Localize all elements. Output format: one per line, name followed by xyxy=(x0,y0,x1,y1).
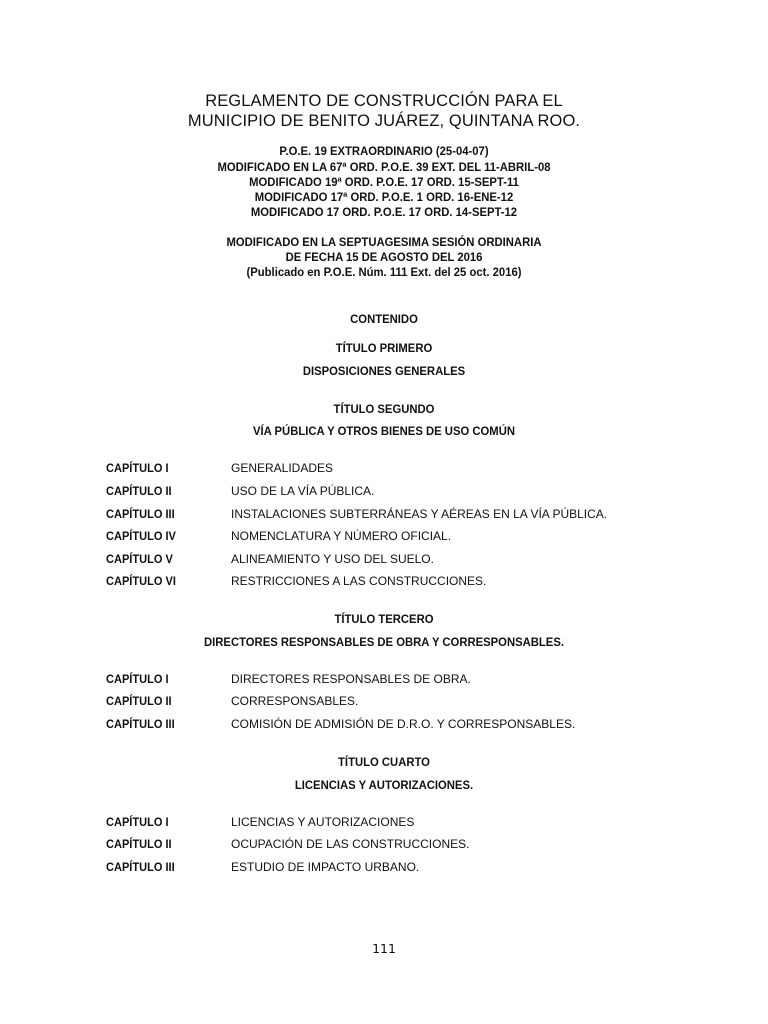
modification-line2: DE FECHA 15 DE AGOSTO DEL 2016 xyxy=(285,250,483,264)
chapter-row xyxy=(0,507,768,525)
chapter-description: ESTUDIO DE IMPACTO URBANO. xyxy=(231,860,420,874)
chapter-description: NOMENCLATURA Y NÚMERO OFICIAL. xyxy=(231,529,452,543)
chapter-row xyxy=(0,717,768,735)
chapter-number: CAPÍTULO III xyxy=(106,507,175,521)
chapter-number: CAPÍTULO III xyxy=(106,717,175,731)
title-heading: TÍTULO TERCERO xyxy=(334,612,434,626)
chapter-row xyxy=(0,461,768,479)
chapter-number: CAPÍTULO II xyxy=(106,484,172,498)
chapter-number: CAPÍTULO V xyxy=(106,552,173,566)
chapter-row xyxy=(0,860,768,878)
contents-heading: CONTENIDO xyxy=(350,312,418,326)
modification-line3: (Publicado en P.O.E. Núm. 111 Ext. del 25 oct. 2016) xyxy=(246,265,522,279)
title-subtitle: DIRECTORES RESPONSABLES DE OBRA Y CORRESPONSABLES. xyxy=(204,635,564,649)
chapter-description: LICENCIAS Y AUTORIZACIONES xyxy=(231,815,415,829)
chapter-number: CAPÍTULO I xyxy=(106,672,169,686)
modification-line1: MODIFICADO EN LA SEPTUAGESIMA SESIÓN ORDINARIA xyxy=(226,235,542,249)
chapter-row xyxy=(0,552,768,570)
chapter-row xyxy=(0,574,768,592)
title-subtitle: LICENCIAS Y AUTORIZACIONES. xyxy=(294,778,474,792)
document-title-line1: REGLAMENTO DE CONSTRUCCIÓN PARA EL xyxy=(205,92,563,110)
page-number: 111 xyxy=(372,941,396,956)
title-heading: TÍTULO PRIMERO xyxy=(335,341,433,355)
chapter-number: CAPÍTULO I xyxy=(106,815,169,829)
chapter-number: CAPÍTULO II xyxy=(106,837,172,851)
chapter-description: COMISIÓN DE ADMISIÓN DE D.R.O. Y CORRESPONSABLES. xyxy=(231,717,576,731)
chapter-number: CAPÍTULO IV xyxy=(106,529,176,543)
chapter-description: GENERALIDADES xyxy=(231,461,334,475)
chapter-description: RESTRICCIONES A LAS CONSTRUCCIONES. xyxy=(231,574,487,588)
chapter-description: USO DE LA VÍA PÚBLICA. xyxy=(231,484,375,498)
title-subtitle: VÍA PÚBLICA Y OTROS BIENES DE USO COMÚN xyxy=(253,424,515,438)
chapter-number: CAPÍTULO II xyxy=(106,694,172,708)
publication-line: MODIFICADO EN LA 67ª ORD. P.O.E. 39 EXT. DEL 11-ABRIL-08 xyxy=(217,160,551,174)
chapter-description: INSTALACIONES SUBTERRÁNEAS Y AÉREAS EN LA VÍA PÚBLICA. xyxy=(231,507,608,521)
chapter-description: CORRESPONSABLES. xyxy=(231,694,359,708)
chapter-description: DIRECTORES RESPONSABLES DE OBRA. xyxy=(231,672,471,686)
chapter-row xyxy=(0,837,768,855)
chapter-number: CAPÍTULO I xyxy=(106,461,169,475)
chapter-row xyxy=(0,672,768,690)
chapter-row xyxy=(0,694,768,712)
chapter-row xyxy=(0,484,768,502)
chapter-description: OCUPACIÓN DE LAS CONSTRUCCIONES. xyxy=(231,837,470,851)
publication-line: MODIFICADO 17ª ORD. P.O.E. 1 ORD. 16-ENE-12 xyxy=(254,190,514,204)
chapter-row xyxy=(0,529,768,547)
publication-line: MODIFICADO 19ª ORD. P.O.E. 17 ORD. 15-SEPT-11 xyxy=(249,175,519,189)
title-heading: TÍTULO SEGUNDO xyxy=(333,402,435,416)
title-heading: TÍTULO CUARTO xyxy=(338,755,430,769)
title-subtitle: DISPOSICIONES GENERALES xyxy=(302,364,466,378)
chapter-number: CAPÍTULO III xyxy=(106,860,175,874)
chapter-row xyxy=(0,815,768,833)
chapter-number: CAPÍTULO VI xyxy=(106,574,176,588)
publication-line: P.O.E. 19 EXTRAORDINARIO (25-04-07) xyxy=(279,144,489,158)
publication-line: MODIFICADO 17 ORD. P.O.E. 17 ORD. 14-SEPT-12 xyxy=(250,205,518,219)
chapter-description: ALINEAMIENTO Y USO DEL SUELO. xyxy=(231,552,434,566)
document-title-line2: MUNICIPIO DE BENITO JUÁREZ, QUINTANA ROO. xyxy=(187,112,581,130)
